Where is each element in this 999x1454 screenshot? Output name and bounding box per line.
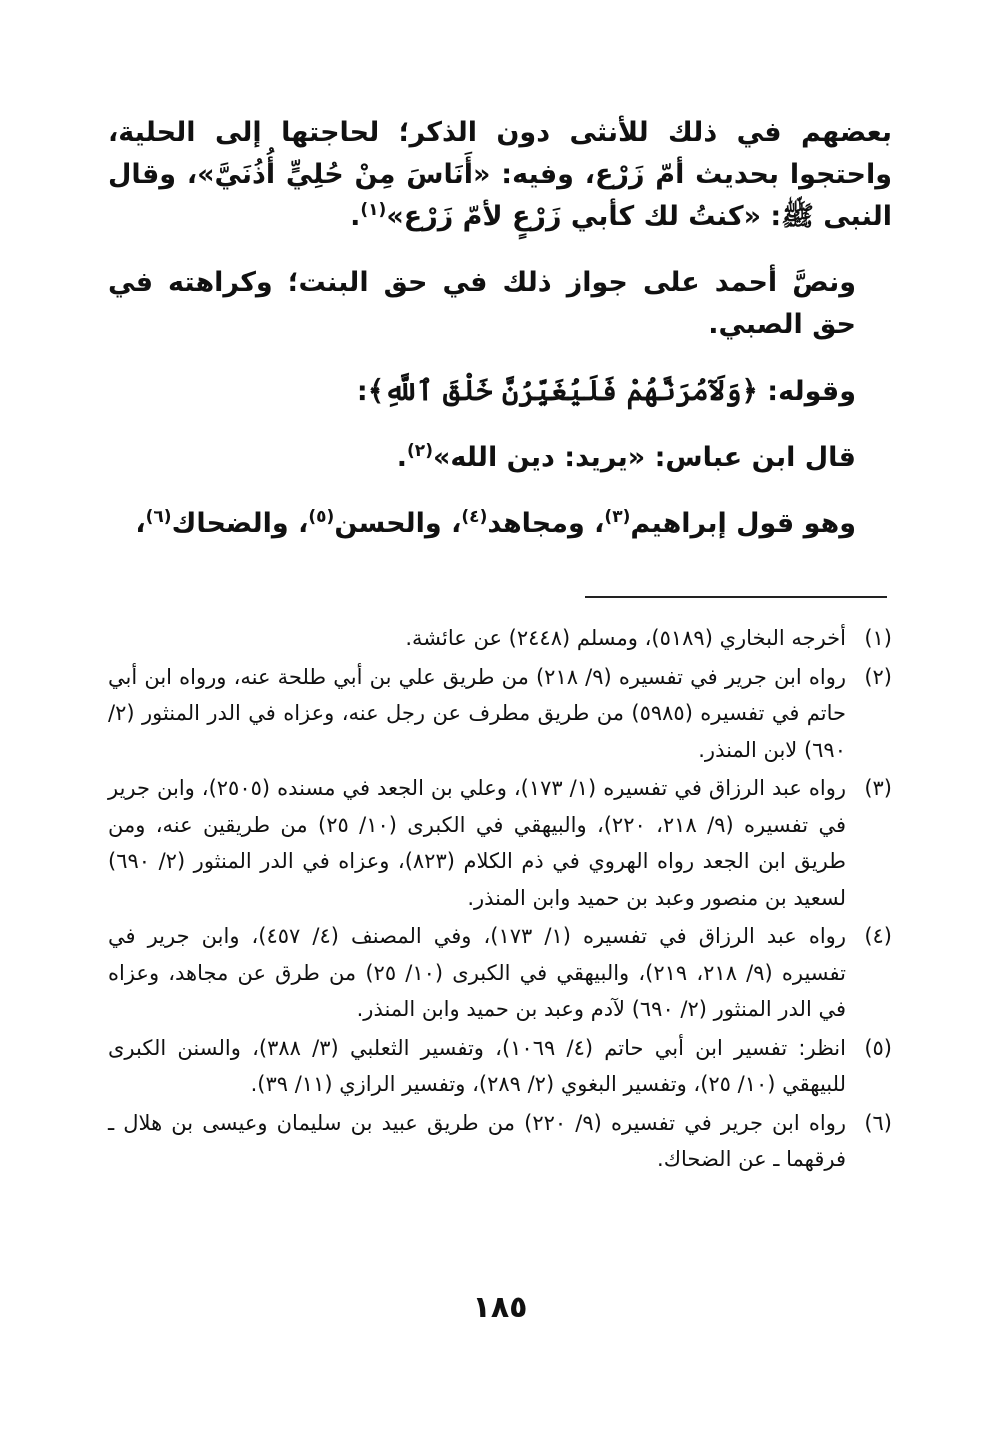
- paragraph-1-text: بعضهم في ذلك للأنثى دون الذكر؛ لحاجتها إلى الحلية، واحتجوا بحديث أمّ زَرْع، وفيه: «أَنَاسَ مِنْ حُلِيٍّ أُذُنَيَّ»، وقال النبى ﷺ:: [108, 117, 892, 232]
- footnote-4: [108, 918, 892, 1028]
- paragraph-5: [108, 503, 892, 545]
- footnote-separator: [585, 596, 887, 598]
- paragraph-3-lead: وقوله:: [757, 376, 856, 407]
- footnote-ref-2[interactable]: (٢): [407, 441, 433, 461]
- footnote-1: [108, 620, 892, 657]
- paragraph-5-part-a: وهو قول إبراهيم: [630, 508, 856, 539]
- footnote-text: رواه عبد الرزاق في تفسيره (١/ ١٧٣)، وفي المصنف (٤/ ٤٥٧)، وابن جرير في تفسيره (٩/ ٢١٨، ٢١٩)، والبيهقي في الكبرى (١٠/ ٢٥) من طرق عن مجاهد، وعزاه في الدر المنثور (٢/ ٦٩٠) لآدم وعبد بن حميد وابن المنذر.: [108, 924, 847, 1021]
- footnote-text: رواه ابن جرير في تفسيره (٩/ ٢٢٠) من طريق عبيد بن سليمان وعيسى بن هلال ـ فرقهما ـ عن الضحاك.: [108, 1110, 846, 1171]
- footnote-ref-5[interactable]: (٥): [308, 507, 335, 527]
- footnote-text: أخرجه البخاري (٥١٨٩)، ومسلم (٢٤٤٨) عن عائشة.: [405, 626, 846, 650]
- footnote-2: [108, 659, 892, 769]
- paragraph-1-end: .: [350, 201, 361, 232]
- footnote-ref-1[interactable]: (١): [360, 200, 387, 220]
- footnote-number: (٣): [864, 776, 892, 800]
- main-text: [108, 112, 892, 545]
- paragraph-5-part-b: ، ومجاهد: [487, 508, 605, 539]
- footnote-number: (٢): [864, 664, 892, 689]
- page-number: ١٨٥: [472, 1290, 528, 1325]
- paragraph-1: [108, 112, 892, 238]
- quran-verse: ﴿وَلَآمُرَنَّهُمْ فَلَيُغَيِّرُنَّ خَلْقَ ٱللَّهِ﴾: [367, 374, 758, 407]
- paragraph-5-part-c: ، والحسن: [334, 508, 462, 539]
- paragraph-4-text: قال ابن عباس: «يريد: دين الله»: [432, 442, 856, 473]
- footnotes: [108, 620, 892, 1180]
- footnote-number: (٤): [864, 924, 892, 948]
- paragraph-3-end: :: [356, 376, 368, 407]
- footnote-number: (١): [864, 626, 892, 650]
- footnote-ref-3[interactable]: (٣): [604, 507, 631, 527]
- paragraph-4: [108, 437, 892, 479]
- footnote-text: انظر: تفسير ابن أبي حاتم (٤/ ١٠٦٩)، وتفسير الثعلبي (٣/ ٣٨٨)، والسنن الكبرى للبيهقي (١٠/ ٢٥)، وتفسير البغوي (٢/ ٢٨٩)، وتفسير الرازي (١١/ ٣٩).: [108, 1035, 846, 1096]
- footnote-ref-4[interactable]: (٤): [461, 507, 488, 527]
- footnote-number: (٥): [864, 1035, 892, 1060]
- footnote-text: رواه عبد الرزاق في تفسيره (١/ ١٧٣)، وعلي بن الجعد في مسنده (٢٥٠٥)، وابن جرير في تفسيره (٩/ ٢١٨، ٢٢٠)، والبيهقي في الكبرى (١٠/ ٢٥) من طريقين عنه، ومن طريق ابن الجعد رواه الهروي في ذم الكلام (٨٢٣)، وعزاه في الدر المنثور (٢/ ٦٩٠) لسعيد بن منصور وعبد بن حميد وابن المنذر.: [108, 776, 847, 910]
- paragraph-3: [108, 370, 892, 413]
- paragraph-5-end: ،: [135, 508, 146, 539]
- footnote-6: [108, 1105, 892, 1178]
- footnote-ref-6[interactable]: (٦): [145, 507, 172, 527]
- hadith-quote: «كنتُ لك كأبي زَرْعٍ لأمّ زَرْع»: [386, 201, 762, 232]
- footnote-text: رواه ابن جرير في تفسيره (٩/ ٢١٨) من طريق علي بن أبي طلحة عنه، ورواه ابن أبي حاتم في تفسيره (٥٩٨٥) من طريق مطرف عن رجل عنه، وعزاه في الدر المنثور (٢/ ٦٩٠) لابن المنذر.: [108, 664, 846, 762]
- paragraph-2: ونصَّ أحمد على جواز ذلك في حق البنت؛ وكراهته في حق الصبي.: [108, 267, 856, 340]
- footnote-5: [108, 1030, 892, 1103]
- paragraph-4-end: .: [396, 442, 408, 473]
- footnote-number: (٦): [864, 1110, 892, 1135]
- footnote-3: [108, 770, 892, 916]
- paragraph-5-part-d: ، والضحاك: [171, 508, 309, 539]
